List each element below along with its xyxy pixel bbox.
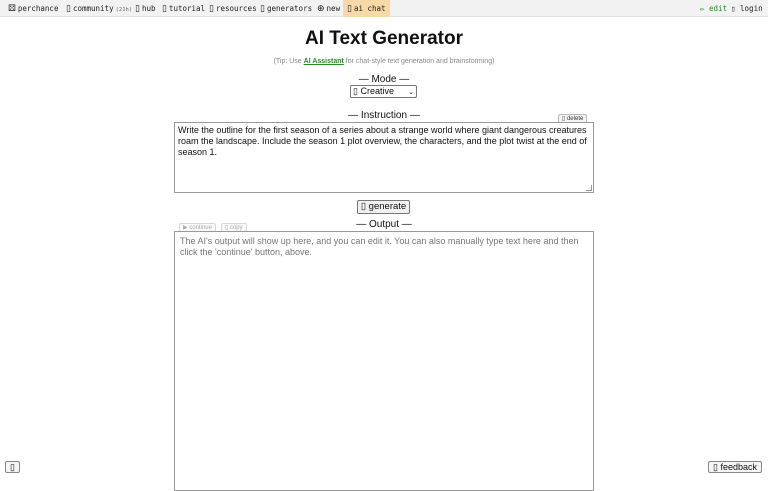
output-label: — Output — [356,219,412,230]
tip-suffix: for chat-style text generation and brainstorming) [343,58,495,65]
tutorial-icon: ▯ [162,4,167,14]
generate-button[interactable]: ▯ generate [357,200,410,214]
nav-community-label: community [72,4,114,13]
community-icon: ▯ [66,4,71,14]
mode-selected-value: ▯ Creative [353,86,394,96]
nav-perchance[interactable] [8,0,58,17]
nav-tutorial-label: tutorial [168,4,206,13]
nav-new-label: new [326,4,341,13]
nav-generators[interactable] [260,0,312,17]
tip-text [0,58,768,65]
nav-tutorial[interactable] [162,0,205,17]
instruction-label: — Instruction — [348,110,420,121]
nav-ai-chat[interactable] [343,0,390,17]
page-title: AI Text Generator [304,28,464,49]
copy-button[interactable]: ▯ copy [221,223,247,232]
tip-prefix: (Tip: Use [273,58,304,65]
login-link[interactable]: ▯ login [731,4,763,13]
bottom-left-button[interactable]: ▯ [5,461,20,473]
ai-assistant-link[interactable]: AI Assistant [303,58,344,65]
continue-button[interactable]: ▶ continue [179,223,216,232]
nav-resources[interactable] [209,0,257,17]
community-badge: (21h) [115,7,133,13]
instruction-textarea[interactable] [174,122,594,193]
feedback-button[interactable]: ▯ feedback [708,461,762,473]
nav-resources-label: resources [215,4,257,13]
nav-hub[interactable] [135,0,156,17]
nav-new[interactable] [317,0,340,17]
plus-circle-icon: ⊕ [317,4,325,14]
mode-select[interactable] [350,85,417,98]
nav-ai-chat-label: ai chat [353,4,386,13]
delete-button[interactable]: ▯ delete [558,114,587,123]
resources-icon: ▯ [209,4,214,14]
dice-icon: ⚄ [8,4,16,14]
instruction-text: Write the outline for the first season of a series about a strange world where giant dangerous creatures roam the landscape. Include the season 1 plot overview, the characters, and the plot twist at the end of season 1. [178,125,587,157]
nav-generators-label: generators [266,4,313,13]
edit-link[interactable]: ✏ edit [700,4,728,13]
output-textarea[interactable] [174,231,594,491]
resize-handle-icon[interactable] [586,185,592,191]
ai-chat-icon: ▯ [347,4,352,14]
chevron-down-icon: ⌄ [408,88,414,96]
nav-hub-label: hub [141,4,156,13]
nav-perchance-label: perchance [17,4,59,13]
top-nav-bar [0,0,768,17]
nav-community[interactable] [66,0,132,17]
mode-label: — Mode — [358,74,410,85]
output-placeholder: The AI's output will show up here, and you can edit it. You can also manually type text here and then click the 'continue' button, above. [180,236,579,257]
generators-icon: ▯ [260,4,265,14]
hub-icon: ▯ [135,4,140,14]
